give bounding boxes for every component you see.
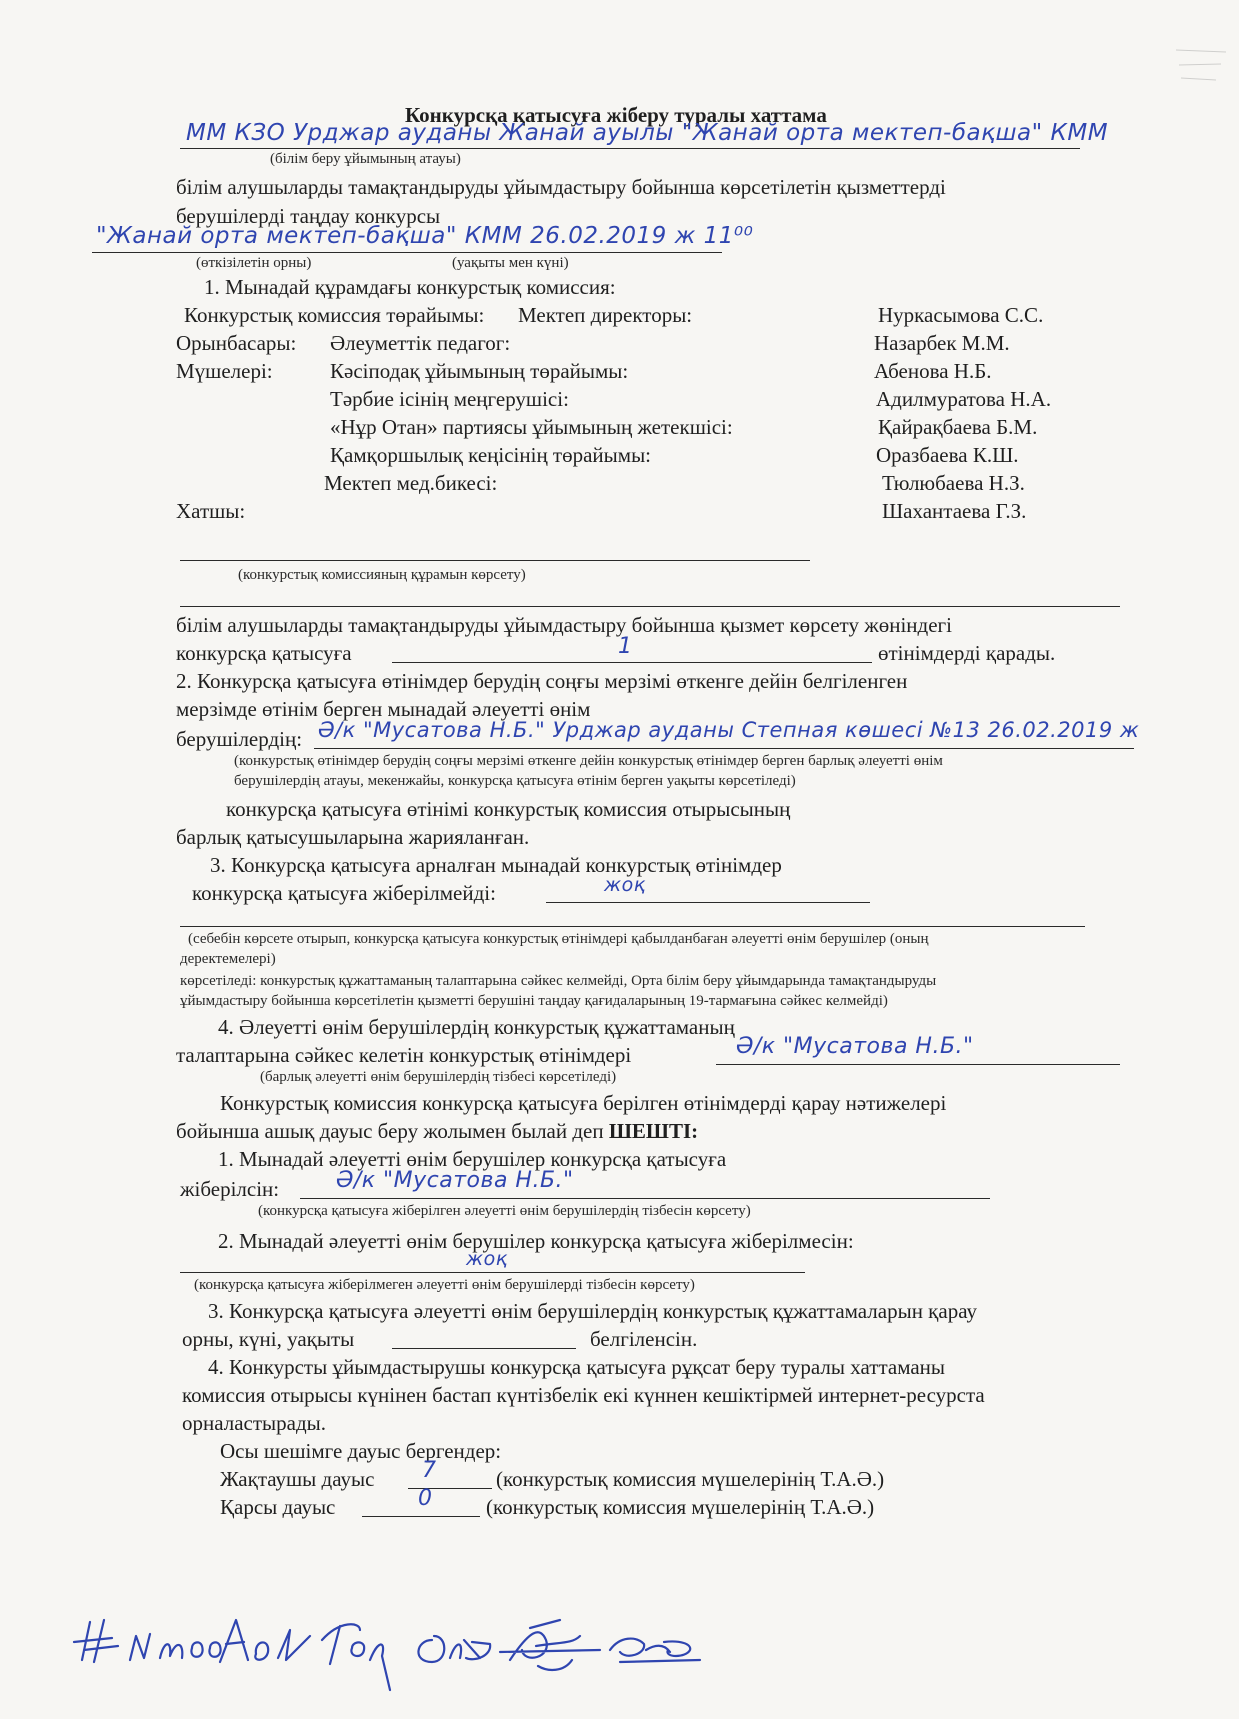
- document-title: Конкурсқа қатысуға жіберу туралы хаттама: [405, 103, 827, 127]
- commission-signatures: [60, 1600, 1160, 1700]
- s2-line-4: конкурсқа қатысуға өтінімі конкурстық комиссия отырысының: [226, 797, 791, 821]
- signature-2: [130, 1634, 221, 1660]
- s3-rejected-handwritten: жоқ: [604, 874, 646, 896]
- para1-count-handwritten: 1: [618, 634, 633, 659]
- decision-line-2-text: бойынша ашық дауыс беру жолымен былай деп: [176, 1119, 604, 1143]
- commission-row-role: Мектеп директоры:: [518, 303, 693, 327]
- org-caption: (білім беру ұйымының атауы): [270, 151, 461, 167]
- commission-row-prefix: Хатшы:: [176, 499, 246, 523]
- s4-line-2-prefix: талаптарына сәйкес келетін конкурстық өтінімдері: [176, 1043, 632, 1067]
- s3-underline-2: [180, 926, 1085, 927]
- d3-line-2-prefix: орны, күні, уақыты: [182, 1327, 355, 1351]
- commission-row-role: Әлеуметтік педагог:: [330, 331, 511, 355]
- d1-line-1: 1. Мынадай әлеуетті өнім берушілер конкурсқа қатысуға: [218, 1147, 727, 1171]
- s4-eligible-handwritten: Ә/к "Мусатова Н.Б.": [736, 1034, 974, 1059]
- d2-line-1: 2. Мынадай әлеуетті өнім берушілер конкурсқа қатысуға жіберілмесін:: [218, 1229, 854, 1253]
- votes-against-suffix: (конкурстық комиссия мүшелерінің Т.А.Ә.): [486, 1495, 875, 1519]
- d1-underline: [300, 1198, 990, 1199]
- s3-caption-3: көрсетіледі: конкурстық құжаттаманың талаптарына сәйкес келмейді, Орта білім беру ұйымдарында тамақтандыруды: [180, 973, 937, 989]
- decision-line-1: Конкурстық комиссия конкурсқа қатысуға берілген өтінімдерді қарау нәтижелері: [220, 1091, 947, 1115]
- votes-for-label: Жақтаушы дауыс: [220, 1467, 375, 1491]
- d4-line-2: комиссия отырысы күнінен бастап күнтізбелік екі күннен кешіктірмей интернет-ресурста: [182, 1383, 985, 1407]
- s3-caption-1: (себебін көрсете отырып, конкурсқа қатысуға конкурстық өтінімдері қабылданбаған әлеуетті өнім берушілер (оның: [188, 931, 929, 947]
- s4-caption: (барлық әлеуетті өнім берушілердің тізбесі көрсетіледі): [260, 1069, 617, 1085]
- decision-line-2: [176, 1118, 698, 1144]
- commission-row-prefix: Мүшелері:: [176, 359, 273, 383]
- commission-underline: [180, 560, 810, 561]
- votes-against-label: Қарсы дауыс: [220, 1495, 336, 1519]
- s4-underline: [716, 1064, 1120, 1065]
- commission-row-role: Кәсіподақ ұйымының төрайымы:: [330, 359, 629, 383]
- intro-line-1: білім алушыларды тамақтандыруды ұйымдастыру бойынша көрсетілетін қызметтерді: [176, 175, 946, 199]
- commission-caption: (конкурстық комиссияның құрамын көрсету): [238, 567, 526, 583]
- d2-underline: [180, 1272, 805, 1273]
- signature-7: [610, 1639, 700, 1662]
- org-underline: [180, 148, 1080, 149]
- d4-line-3: орналастырады.: [182, 1411, 327, 1435]
- s2-underline: [314, 748, 1134, 749]
- commission-row-prefix: Орынбасары:: [176, 331, 297, 355]
- signature-1: [74, 1620, 118, 1662]
- votes-against-underline: [362, 1516, 480, 1517]
- signature-3: [220, 1620, 310, 1662]
- commission-row-name: Назарбек М.М.: [874, 331, 1010, 355]
- blank-line: [180, 606, 1120, 607]
- commission-row-role: «Нұр Отан» партиясы ұйымының жетекшісі:: [330, 415, 733, 439]
- commission-row-name: Оразбаева К.Ш.: [876, 443, 1019, 467]
- votes-heading: Осы шешімге дауыс бергендер:: [220, 1439, 502, 1463]
- votes-against-value: 0: [418, 1486, 433, 1511]
- commission-row-name: Нуркасымова С.С.: [878, 303, 1044, 327]
- para1-line-1: білім алушыларды тамақтандыруды ұйымдастыру бойынша қызмет көрсету жөніндегі: [176, 613, 952, 637]
- commission-row-role: Қамқоршылық кеңісінің төрайымы:: [330, 443, 652, 467]
- d2-caption: (конкурсқа қатысуға жіберілмеген әлеуетті өнім берушілерді тізбесін көрсету): [194, 1277, 695, 1293]
- commission-row-role: Мектеп мед.бикесі:: [324, 471, 498, 495]
- commission-row-name: Абенова Н.Б.: [874, 359, 992, 383]
- commission-row-name: Тюлюбаева Н.З.: [882, 471, 1025, 495]
- d3-line-1: 3. Конкурсқа қатысуға әлеуетті өнім берушілердің конкурстық құжаттамаларын қарау: [208, 1299, 977, 1323]
- d3-underline: [392, 1348, 576, 1349]
- commission-heading: 1. Мынадай құрамдағы конкурстық комиссия:: [204, 275, 616, 299]
- d1-admitted-handwritten: Ә/к "Мусатова Н.Б.": [336, 1168, 574, 1193]
- para1-line-2-suffix: өтінімдерді қарады.: [878, 641, 1056, 665]
- venue-caption-place: (өткізілетін орны): [196, 255, 312, 271]
- intro-line-2: берушілерді таңдау конкурсы: [176, 204, 441, 228]
- d1-caption: (конкурсқа қатысуға жіберілген әлеуетті өнім берушілердің тізбесін көрсету): [258, 1203, 751, 1219]
- commission-row-name: Адилмуратова Н.А.: [876, 387, 1052, 411]
- org-name-handwritten: ММ КЗО Урджар ауданы Жанай ауылы "Жанай орта мектеп-бақша" КММ: [186, 120, 1109, 146]
- s2-line-3-prefix: берушілердің:: [176, 727, 303, 751]
- venue-underline: [92, 252, 722, 253]
- signature-6: [500, 1620, 600, 1670]
- commission-row-name: Қайрақбаева Б.М.: [878, 415, 1038, 439]
- scan-artifact: [1171, 40, 1231, 90]
- s4-line-1: 4. Әлеуетті өнім берушілердің конкурстық құжаттаманың: [218, 1015, 735, 1039]
- votes-for-suffix: (конкурстық комиссия мүшелерінің Т.А.Ә.): [496, 1467, 885, 1491]
- venue-handwritten: "Жанай орта мектеп-бақша" КММ 26.02.2019 ж 11⁰⁰: [96, 223, 754, 249]
- s2-providers-handwritten: Ә/к "Мусатова Н.Б." Урджар ауданы Степная көшесі №13 26.02.2019 ж: [318, 718, 1140, 742]
- s3-line-2-prefix: конкурсқа қатысуға жіберілмейді:: [192, 881, 496, 905]
- s3-line-1: 3. Конкурсқа қатысуға арналған мынадай конкурстық өтінімдер: [210, 853, 782, 877]
- s2-line-1: 2. Конкурсқа қатысуға өтінімдер берудің соңғы мерзімі өткенге дейін белгіленген: [176, 669, 908, 693]
- commission-row-role: Тәрбие ісінің меңгерушісі:: [330, 387, 569, 411]
- signature-4: [322, 1624, 390, 1690]
- s3-underline-1: [546, 902, 870, 903]
- para1-line-2-prefix: конкурсқа қатысуға: [176, 641, 352, 665]
- para1-underline: [392, 662, 872, 663]
- s2-caption-2: берушілердің атауы, мекенжайы, конкурсқа қатысуға өтінім берген уақыты көрсетіледі): [234, 773, 796, 789]
- s2-line-2: мерзімде өтінім берген мынадай әлеуетті өнім: [176, 697, 591, 721]
- commission-row-prefix: Конкурстық комиссия төрайымы:: [184, 303, 485, 327]
- s2-line-5: барлық қатысушыларына жарияланған.: [176, 825, 530, 849]
- commission-row-name: Шахантаева Г.З.: [882, 499, 1027, 523]
- d2-rejected-handwritten: жоқ: [466, 1248, 508, 1270]
- votes-for-value: 7: [422, 1458, 437, 1483]
- venue-caption-time: (уақыты мен күні): [452, 255, 569, 271]
- decision-resolved: ШЕШТІ:: [608, 1119, 699, 1143]
- s2-caption-1: (конкурстық өтінімдер берудің соңғы мерзімі өткенге дейін конкурстық өтінімдер берген барлық әлеуетті өнім: [234, 753, 943, 769]
- d4-line-1: 4. Конкурсты ұйымдастырушы конкурсқа қатысуға рұқсат беру туралы хаттаманы: [208, 1355, 946, 1379]
- s3-caption-2: деректемелері): [180, 951, 276, 967]
- d3-line-2-suffix: белгіленсін.: [590, 1327, 698, 1351]
- d1-line-2-prefix: жіберілсін:: [180, 1177, 280, 1201]
- signature-5: [418, 1636, 490, 1662]
- s3-caption-4: ұйымдастыру бойынша көрсетілетін қызметті берушіні таңдау қағидаларының 19-тармағына сәйкес келмейді): [180, 993, 888, 1009]
